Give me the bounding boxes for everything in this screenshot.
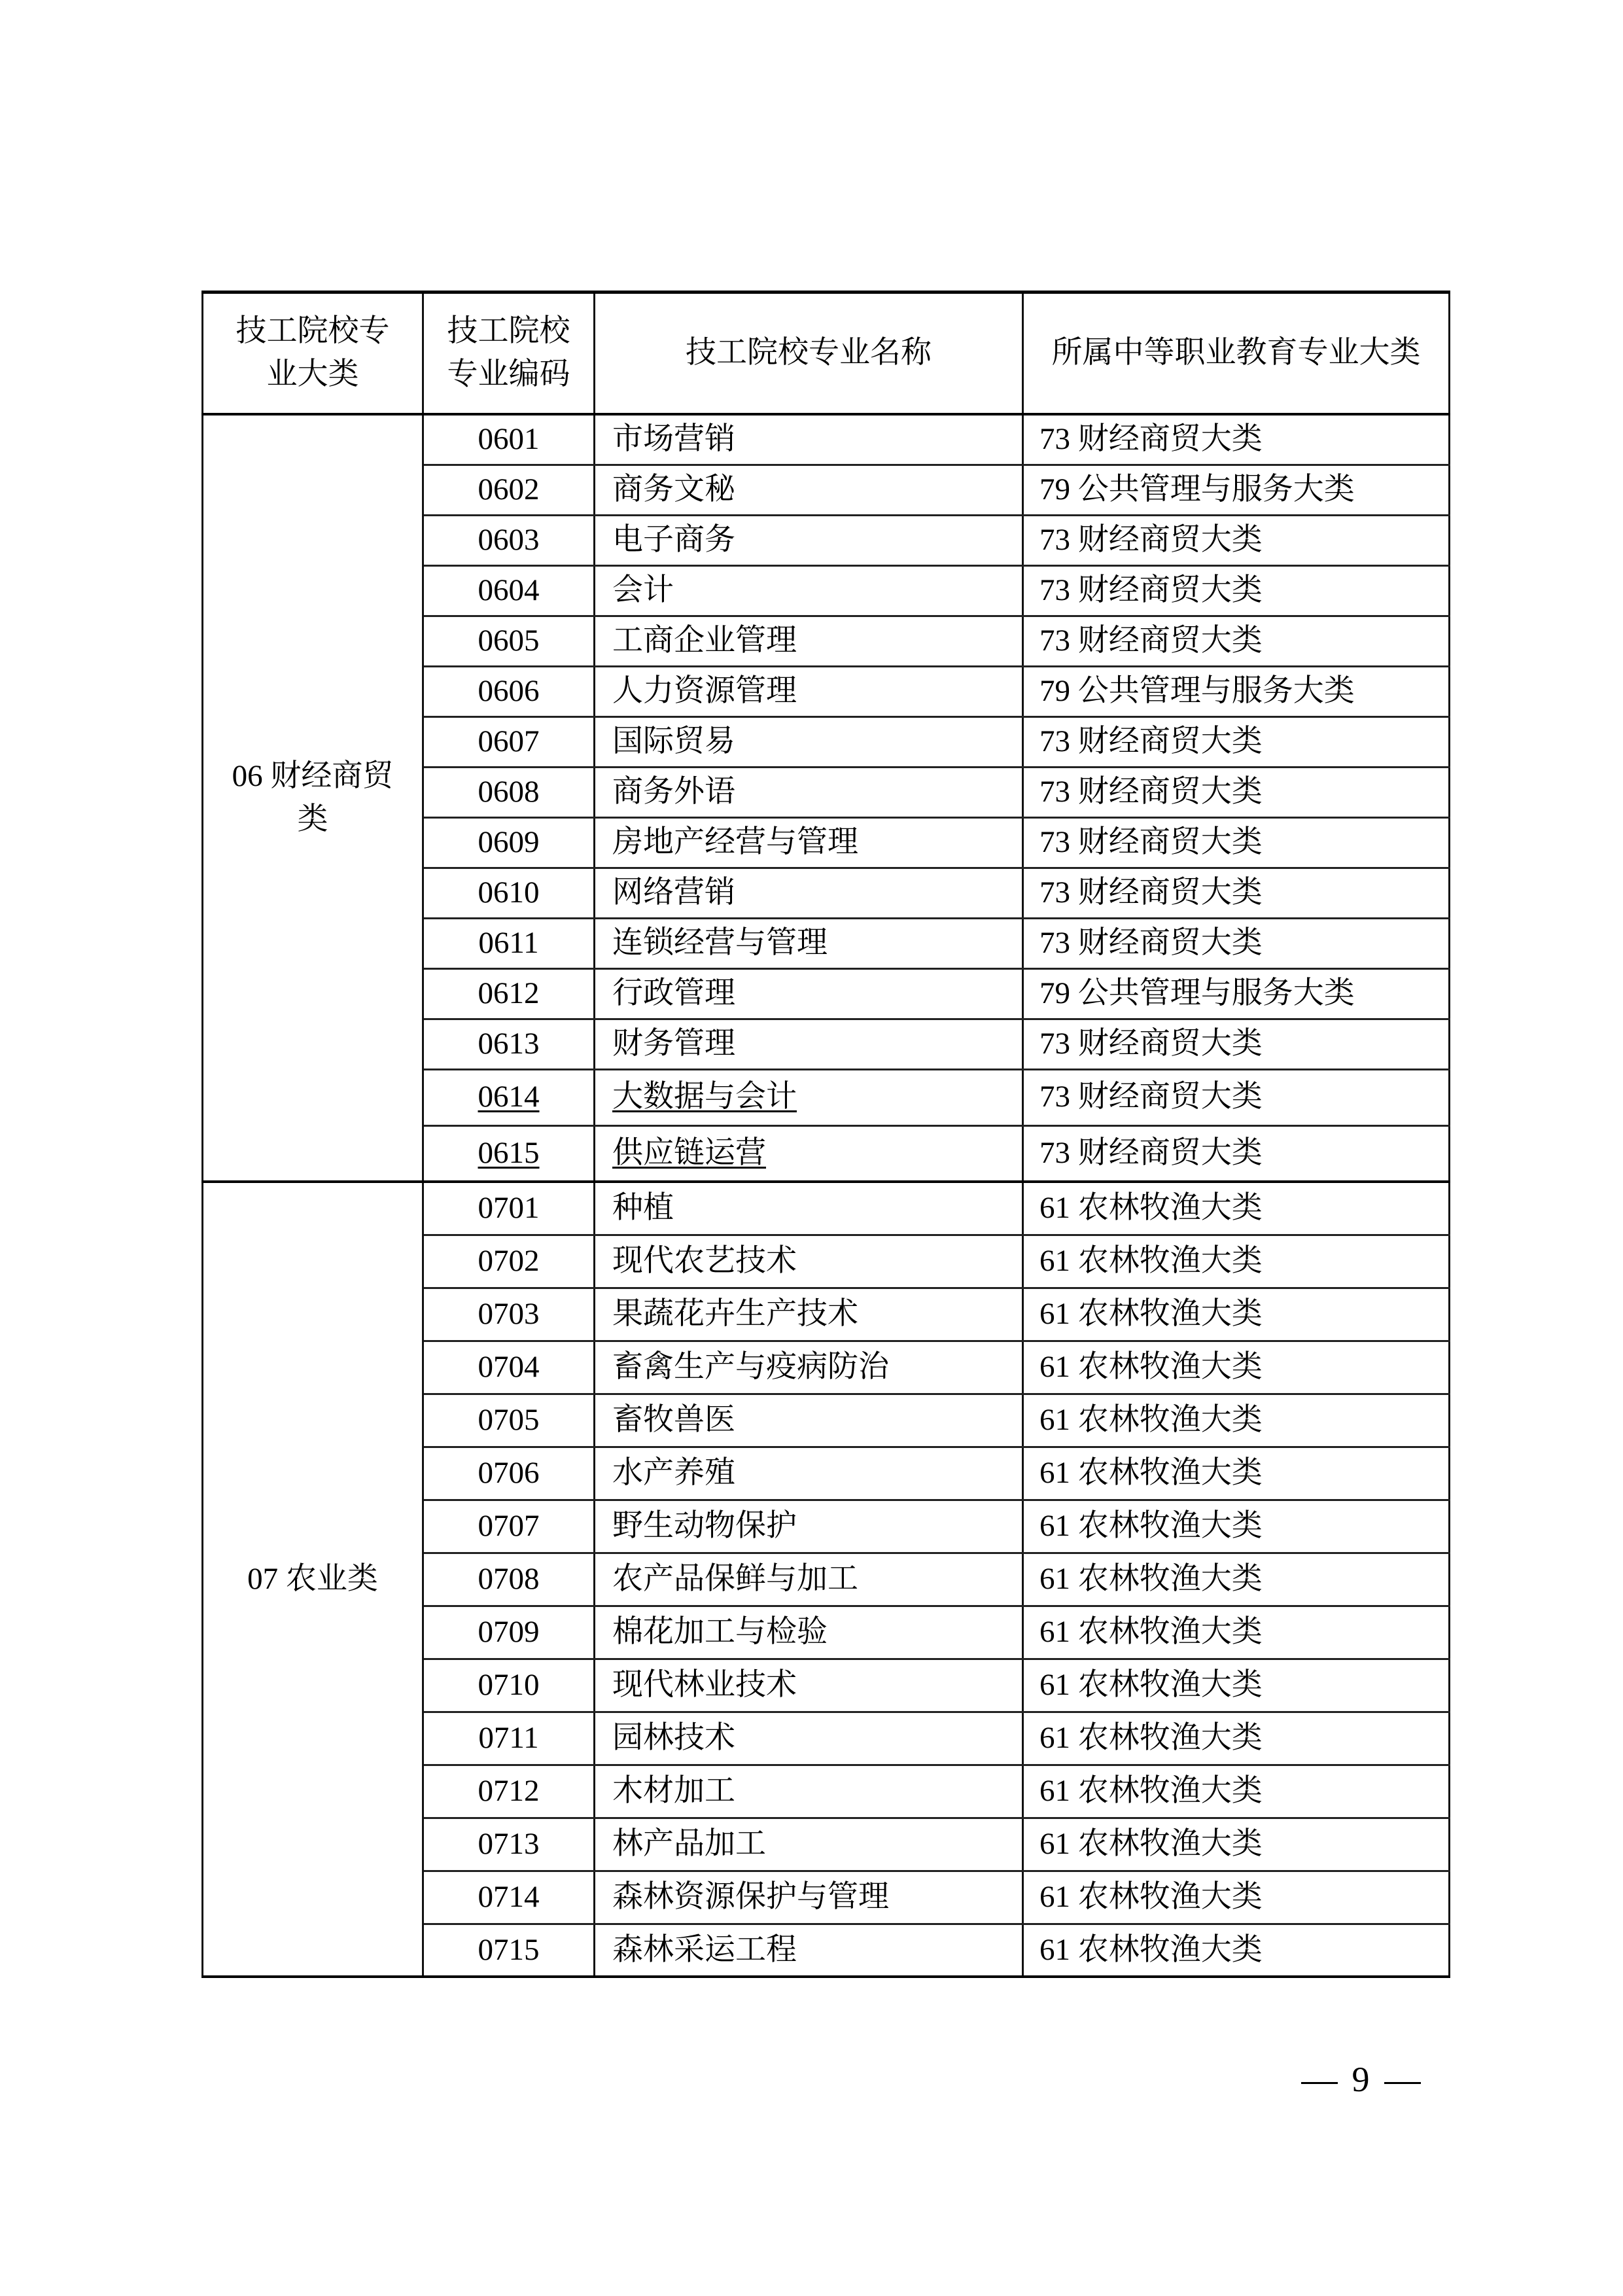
major-code: 0711 xyxy=(478,1720,539,1755)
major-name: 市场营销 xyxy=(612,422,735,457)
major-code: 0701 xyxy=(478,1191,540,1226)
secondary-category: 61 农林牧渔大类 xyxy=(1023,1871,1450,1924)
major-code: 0713 xyxy=(478,1826,540,1861)
major-name-cell xyxy=(595,767,1023,817)
major-name: 林产品加工 xyxy=(612,1826,766,1861)
major-name-cell xyxy=(595,465,1023,515)
secondary-category: 61 农林牧渔大类 xyxy=(1023,1553,1450,1606)
page-number-dash-right xyxy=(1384,2082,1421,2084)
major-code-cell xyxy=(423,1288,595,1341)
major-code-cell xyxy=(423,1394,595,1447)
major-name-cell xyxy=(595,1235,1023,1288)
secondary-category: 73 财经商贸大类 xyxy=(1023,1069,1450,1125)
major-name-cell xyxy=(595,1447,1023,1500)
majors-table xyxy=(201,291,1450,1978)
major-code-cell xyxy=(423,868,595,918)
major-name-cell xyxy=(595,1765,1023,1818)
secondary-category: 61 农林牧渔大类 xyxy=(1023,1394,1450,1447)
major-code-cell xyxy=(423,817,595,868)
major-name: 供应链运营 xyxy=(612,1136,766,1171)
major-name-cell xyxy=(595,1871,1023,1924)
major-code-cell xyxy=(423,1924,595,1977)
major-code-cell xyxy=(423,1235,595,1288)
secondary-category: 73 财经商贸大类 xyxy=(1023,565,1450,616)
major-name-cell xyxy=(595,616,1023,666)
major-name-cell xyxy=(595,1019,1023,1069)
major-name-cell xyxy=(595,868,1023,918)
table-header-row xyxy=(203,292,1450,415)
major-code-cell xyxy=(423,616,595,666)
major-code: 0606 xyxy=(478,673,540,708)
major-name-cell xyxy=(595,1553,1023,1606)
major-name: 畜禽生产与疫病防治 xyxy=(612,1349,889,1384)
major-name: 工商企业管理 xyxy=(612,623,797,658)
secondary-category: 73 财经商贸大类 xyxy=(1023,918,1450,968)
major-name: 电子商务 xyxy=(612,522,735,557)
header-major-name: 技工院校专业名称 xyxy=(595,292,1023,415)
page-number xyxy=(1282,2055,1439,2104)
major-name: 园林技术 xyxy=(612,1720,735,1755)
major-code-cell xyxy=(423,515,595,565)
major-code-cell xyxy=(423,666,595,716)
major-code-cell xyxy=(423,414,595,465)
major-code-cell xyxy=(423,1659,595,1712)
major-code-cell xyxy=(423,1447,595,1500)
secondary-category: 73 财经商贸大类 xyxy=(1023,716,1450,767)
major-code-cell xyxy=(423,1871,595,1924)
major-code: 0602 xyxy=(478,472,540,506)
major-code: 0615 xyxy=(478,1136,540,1171)
major-name-cell xyxy=(595,414,1023,465)
major-code-cell xyxy=(423,565,595,616)
header-secondary-category: 所属中等职业教育专业大类 xyxy=(1023,292,1450,415)
table-row xyxy=(203,1182,1450,1235)
secondary-category: 61 农林牧渔大类 xyxy=(1023,1606,1450,1659)
major-code: 0715 xyxy=(478,1932,540,1967)
major-name: 大数据与会计 xyxy=(612,1080,797,1114)
major-code: 0704 xyxy=(478,1349,540,1384)
major-name-cell xyxy=(595,1341,1023,1394)
secondary-category: 73 财经商贸大类 xyxy=(1023,1019,1450,1069)
header-major-category: 技工院校专业大类 xyxy=(203,292,423,415)
major-name: 连锁经营与管理 xyxy=(612,925,828,960)
secondary-category: 73 财经商贸大类 xyxy=(1023,1125,1450,1182)
major-name: 国际贸易 xyxy=(612,724,735,758)
major-code-cell xyxy=(423,716,595,767)
major-name-cell xyxy=(595,918,1023,968)
secondary-category: 61 农林牧渔大类 xyxy=(1023,1341,1450,1394)
secondary-category: 79 公共管理与服务大类 xyxy=(1023,666,1450,716)
major-code-cell xyxy=(423,1818,595,1871)
major-name: 果蔬花卉生产技术 xyxy=(612,1296,858,1331)
major-name: 森林资源保护与管理 xyxy=(612,1879,889,1914)
secondary-category: 79 公共管理与服务大类 xyxy=(1023,465,1450,515)
secondary-category: 61 农林牧渔大类 xyxy=(1023,1924,1450,1977)
major-name: 网络营销 xyxy=(612,875,735,910)
major-name: 现代林业技术 xyxy=(612,1667,797,1702)
secondary-category: 61 农林牧渔大类 xyxy=(1023,1288,1450,1341)
secondary-category: 61 农林牧渔大类 xyxy=(1023,1659,1450,1712)
page-number-value: 9 xyxy=(1352,2060,1370,2099)
major-name-cell xyxy=(595,1924,1023,1977)
major-code: 0614 xyxy=(478,1080,540,1114)
secondary-category: 61 农林牧渔大类 xyxy=(1023,1447,1450,1500)
secondary-category: 73 财经商贸大类 xyxy=(1023,868,1450,918)
major-code-cell xyxy=(423,1182,595,1235)
major-code: 0612 xyxy=(478,976,540,1010)
major-name: 森林采运工程 xyxy=(612,1932,797,1967)
major-name-cell xyxy=(595,1288,1023,1341)
major-name: 房地产经营与管理 xyxy=(612,824,858,859)
major-name-cell xyxy=(595,1069,1023,1125)
major-code-cell xyxy=(423,1606,595,1659)
major-name: 现代农艺技术 xyxy=(612,1243,797,1278)
major-name-cell xyxy=(595,1182,1023,1235)
major-name-cell xyxy=(595,716,1023,767)
page-number-dash-left xyxy=(1301,2082,1338,2084)
major-code-cell xyxy=(423,1765,595,1818)
major-code-cell xyxy=(423,767,595,817)
major-name-cell xyxy=(595,968,1023,1019)
secondary-category: 61 农林牧渔大类 xyxy=(1023,1818,1450,1871)
major-name-cell xyxy=(595,565,1023,616)
major-name: 棉花加工与检验 xyxy=(612,1614,828,1649)
major-code: 0712 xyxy=(478,1773,540,1808)
major-code: 0705 xyxy=(478,1402,540,1437)
major-name-cell xyxy=(595,1712,1023,1765)
major-code-cell xyxy=(423,1553,595,1606)
major-name-cell xyxy=(595,1394,1023,1447)
major-name: 会计 xyxy=(612,573,674,607)
major-name: 畜牧兽医 xyxy=(612,1402,735,1437)
table-body xyxy=(203,414,1450,1977)
major-name-cell xyxy=(595,1818,1023,1871)
major-code: 0608 xyxy=(478,774,540,809)
major-code-cell xyxy=(423,1069,595,1125)
major-name: 农产品保鲜与加工 xyxy=(612,1561,858,1596)
secondary-category: 73 财经商贸大类 xyxy=(1023,414,1450,465)
major-code: 0609 xyxy=(478,824,540,859)
major-code: 0703 xyxy=(478,1296,540,1331)
major-code: 0714 xyxy=(478,1879,540,1914)
major-name: 行政管理 xyxy=(612,976,735,1010)
table-row xyxy=(203,414,1450,465)
secondary-category: 61 农林牧渔大类 xyxy=(1023,1712,1450,1765)
major-code: 0708 xyxy=(478,1561,540,1596)
secondary-category: 73 财经商贸大类 xyxy=(1023,817,1450,868)
major-code: 0610 xyxy=(478,875,540,910)
group-label: 07 农业类 xyxy=(203,1182,423,1977)
major-name: 野生动物保护 xyxy=(612,1508,797,1543)
secondary-category: 73 财经商贸大类 xyxy=(1023,515,1450,565)
major-code-cell xyxy=(423,1712,595,1765)
major-name: 商务文秘 xyxy=(612,472,735,506)
secondary-category: 79 公共管理与服务大类 xyxy=(1023,968,1450,1019)
major-name-cell xyxy=(595,1659,1023,1712)
major-code: 0709 xyxy=(478,1614,540,1649)
major-name-cell xyxy=(595,515,1023,565)
major-code: 0710 xyxy=(478,1667,540,1702)
major-code-cell xyxy=(423,1341,595,1394)
major-name: 人力资源管理 xyxy=(612,673,797,708)
major-code: 0702 xyxy=(478,1243,540,1278)
group-label: 06 财经商贸类 xyxy=(203,414,423,1182)
major-code: 0611 xyxy=(478,925,539,960)
major-name: 商务外语 xyxy=(612,774,735,809)
major-code: 0706 xyxy=(478,1455,540,1490)
major-name-cell xyxy=(595,666,1023,716)
header-major-code: 技工院校专业编码 xyxy=(423,292,595,415)
major-code-cell xyxy=(423,1125,595,1182)
major-name: 财务管理 xyxy=(612,1026,735,1061)
major-code-cell xyxy=(423,918,595,968)
major-code: 0603 xyxy=(478,522,540,557)
major-name: 木材加工 xyxy=(612,1773,735,1808)
major-code-cell xyxy=(423,968,595,1019)
major-code: 0604 xyxy=(478,573,540,607)
major-code-cell xyxy=(423,465,595,515)
major-code-cell xyxy=(423,1500,595,1553)
major-code-cell xyxy=(423,1019,595,1069)
major-name-cell xyxy=(595,1500,1023,1553)
major-code: 0605 xyxy=(478,623,540,658)
major-name-cell xyxy=(595,1606,1023,1659)
secondary-category: 61 农林牧渔大类 xyxy=(1023,1235,1450,1288)
major-code: 0607 xyxy=(478,724,540,758)
major-name: 水产养殖 xyxy=(612,1455,735,1490)
major-code: 0601 xyxy=(478,422,540,457)
secondary-category: 61 农林牧渔大类 xyxy=(1023,1182,1450,1235)
secondary-category: 61 农林牧渔大类 xyxy=(1023,1500,1450,1553)
secondary-category: 61 农林牧渔大类 xyxy=(1023,1765,1450,1818)
major-code: 0707 xyxy=(478,1508,540,1543)
secondary-category: 73 财经商贸大类 xyxy=(1023,767,1450,817)
major-name-cell xyxy=(595,1125,1023,1182)
major-name-cell xyxy=(595,817,1023,868)
major-name: 种植 xyxy=(612,1191,674,1226)
major-code: 0613 xyxy=(478,1026,540,1061)
secondary-category: 73 财经商贸大类 xyxy=(1023,616,1450,666)
